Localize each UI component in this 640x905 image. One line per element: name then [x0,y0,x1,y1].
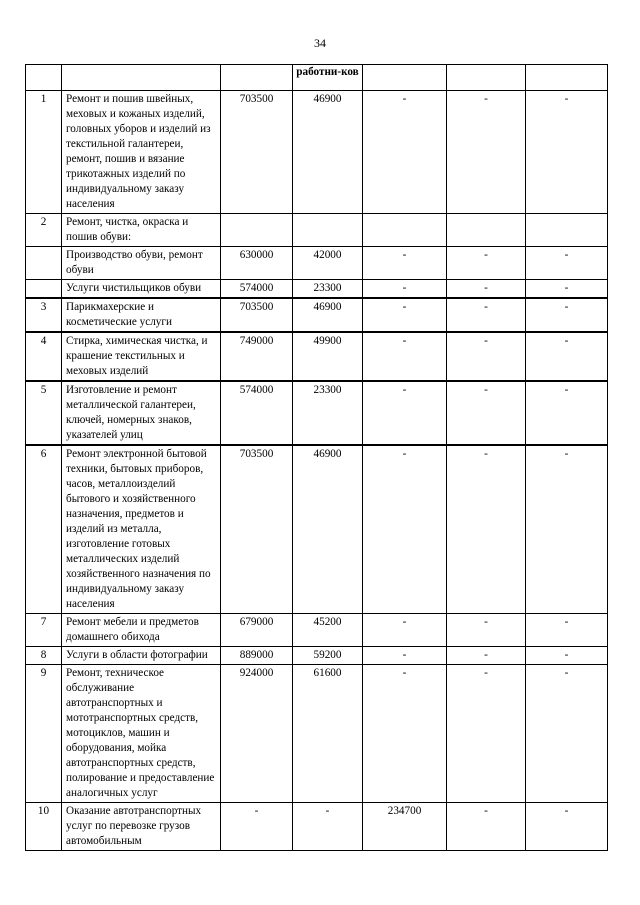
value-cell: - [526,803,608,851]
page-number: 34 [314,36,326,50]
header-row [26,65,608,91]
header-cell [62,65,221,91]
service-name-cell: Изготовление и ремонт металлической галантереи, ключей, номерных знаков, указателей улиц [62,381,221,445]
service-name-cell: Ремонт и пошив швейных, меховых и кожаных изделий, головных уборов и изделий из текстильной галантереи, ремонт, пошив и вязание трикотажных изделий по индивидуальному заказу населения [62,91,221,214]
tariff-table [25,64,608,851]
header-cell [363,65,447,91]
header-cell [221,65,293,91]
value-cell: - [526,614,608,647]
row-number-cell: 3 [26,298,62,332]
value-cell: 45200 [293,614,363,647]
value-cell: 61600 [293,665,363,803]
value-cell: - [447,247,526,280]
value-cell: - [447,280,526,299]
header-cell [26,65,62,91]
service-name-cell: Ремонт мебели и предметов домашнего обихода [62,614,221,647]
row-number-cell: 5 [26,381,62,445]
table-row [26,445,608,614]
table-row [26,614,608,647]
value-cell: 630000 [221,247,293,280]
value-cell: - [447,803,526,851]
table-row [26,803,608,851]
value-cell: 46900 [293,91,363,214]
value-cell: 574000 [221,381,293,445]
value-cell: 59200 [293,647,363,665]
value-cell: 703500 [221,445,293,614]
value-cell: - [447,298,526,332]
value-cell: - [363,247,447,280]
value-cell: 679000 [221,614,293,647]
value-cell: - [526,280,608,299]
value-cell: - [526,445,608,614]
value-cell: 234700 [363,803,447,851]
value-cell: 23300 [293,381,363,445]
value-cell: - [526,381,608,445]
header-cell [447,65,526,91]
value-cell: - [363,298,447,332]
value-cell: - [447,445,526,614]
value-cell: 46900 [293,445,363,614]
value-cell: - [526,91,608,214]
value-cell: - [447,381,526,445]
service-name-cell: Услуги в области фотографии [62,647,221,665]
table-row [26,647,608,665]
value-cell: 574000 [221,280,293,299]
value-cell: - [447,614,526,647]
value-cell: - [363,381,447,445]
row-number-cell: 9 [26,665,62,803]
table-row [26,214,608,247]
value-cell [221,214,293,247]
value-cell: - [363,280,447,299]
value-cell: 924000 [221,665,293,803]
value-cell: - [363,91,447,214]
value-cell: - [363,665,447,803]
row-number-cell: 4 [26,332,62,381]
value-cell: - [447,91,526,214]
table-row [26,298,608,332]
value-cell [363,214,447,247]
row-number-cell: 2 [26,214,62,247]
value-cell: - [363,647,447,665]
value-cell: - [447,665,526,803]
table-row [26,381,608,445]
value-cell: - [526,247,608,280]
table-row [26,91,608,214]
row-number-cell [26,247,62,280]
value-cell: 749000 [221,332,293,381]
service-name-cell: Ремонт электронной бытовой техники, бытовых приборов, часов, металлоизделий бытового и хозяйственного назначения, предметов и изделий из металла, изготовление готовых металлических изделий хозяйственного назначения по индивидуальному заказу населения [62,445,221,614]
service-name-cell: Стирка, химическая чистка, и крашение текстильных и меховых изделий [62,332,221,381]
row-number-cell: 1 [26,91,62,214]
row-number-cell: 10 [26,803,62,851]
value-cell [447,214,526,247]
row-number-cell: 6 [26,445,62,614]
value-cell: 46900 [293,298,363,332]
row-number-cell [26,280,62,299]
row-number-cell: 8 [26,647,62,665]
table-row [26,665,608,803]
value-cell: 49900 [293,332,363,381]
value-cell: - [363,445,447,614]
header-cell [526,65,608,91]
value-cell: 23300 [293,280,363,299]
value-cell: - [526,332,608,381]
value-cell: - [526,665,608,803]
service-name-cell: Ремонт, техническое обслуживание автотранспортных и мототранспортных средств, мотоциклов, машин и оборудования, мойка автотранспортных средств, полирование и предоставление аналогичных услуг [62,665,221,803]
value-cell: - [363,614,447,647]
value-cell: - [447,647,526,665]
service-name-cell: Ремонт, чистка, окраска и пошив обуви: [62,214,221,247]
value-cell: - [293,803,363,851]
header-cell-workers: работни-ков [293,65,363,91]
value-cell [293,214,363,247]
value-cell: - [526,647,608,665]
value-cell: 889000 [221,647,293,665]
service-name-cell: Парикмахерские и косметические услуги [62,298,221,332]
service-name-cell: Производство обуви, ремонт обуви [62,247,221,280]
value-cell: - [221,803,293,851]
value-cell: - [447,332,526,381]
value-cell: 42000 [293,247,363,280]
service-name-cell: Услуги чистильщиков обуви [62,280,221,299]
value-cell: 703500 [221,298,293,332]
table-row [26,247,608,280]
row-number-cell: 7 [26,614,62,647]
value-cell: - [526,298,608,332]
table-row [26,332,608,381]
service-name-cell: Оказание автотранспортных услуг по перевозке грузов автомобильным [62,803,221,851]
value-cell: 703500 [221,91,293,214]
value-cell [526,214,608,247]
value-cell: - [363,332,447,381]
table-row [26,280,608,299]
